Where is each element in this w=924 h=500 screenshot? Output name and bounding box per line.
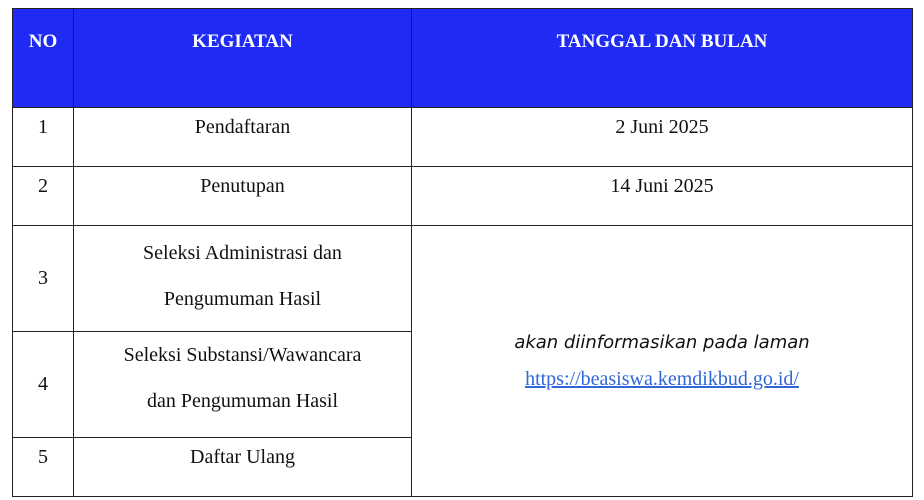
header-kegiatan: KEGIATAN [74,9,412,108]
date-cell: 2 Juni 2025 [412,108,913,167]
activity-line: Seleksi Administrasi dan [143,242,342,264]
header-no: NO [13,9,74,108]
activity-line: Seleksi Substansi/Wawancara [123,344,362,366]
activity-cell: Daftar Ulang [74,438,412,497]
row-number: 1 [13,108,74,167]
merged-date-cell [412,226,913,497]
activity-cell: Pendaftaran [74,108,412,167]
schedule-table [12,8,913,497]
header-tanggal: TANGGAL DAN BULAN [412,9,913,108]
row-number: 5 [13,438,74,497]
table-row [13,226,913,332]
info-note: akan diinformasikan pada laman [514,332,810,353]
table-row [13,108,913,167]
header-row [13,9,913,108]
activity-line: dan Pengumuman Hasil [146,390,339,412]
activity-cell [74,332,412,438]
row-number: 4 [13,332,74,438]
activity-line: Pengumuman Hasil [163,288,322,310]
activity-cell: Penutupan [74,167,412,226]
date-cell: 14 Juni 2025 [412,167,913,226]
row-number: 3 [13,226,74,332]
activity-cell [74,226,412,332]
table-row [13,167,913,226]
beasiswa-link[interactable]: https://beasiswa.kemdikbud.go.id/ [525,368,799,390]
row-number: 2 [13,167,74,226]
